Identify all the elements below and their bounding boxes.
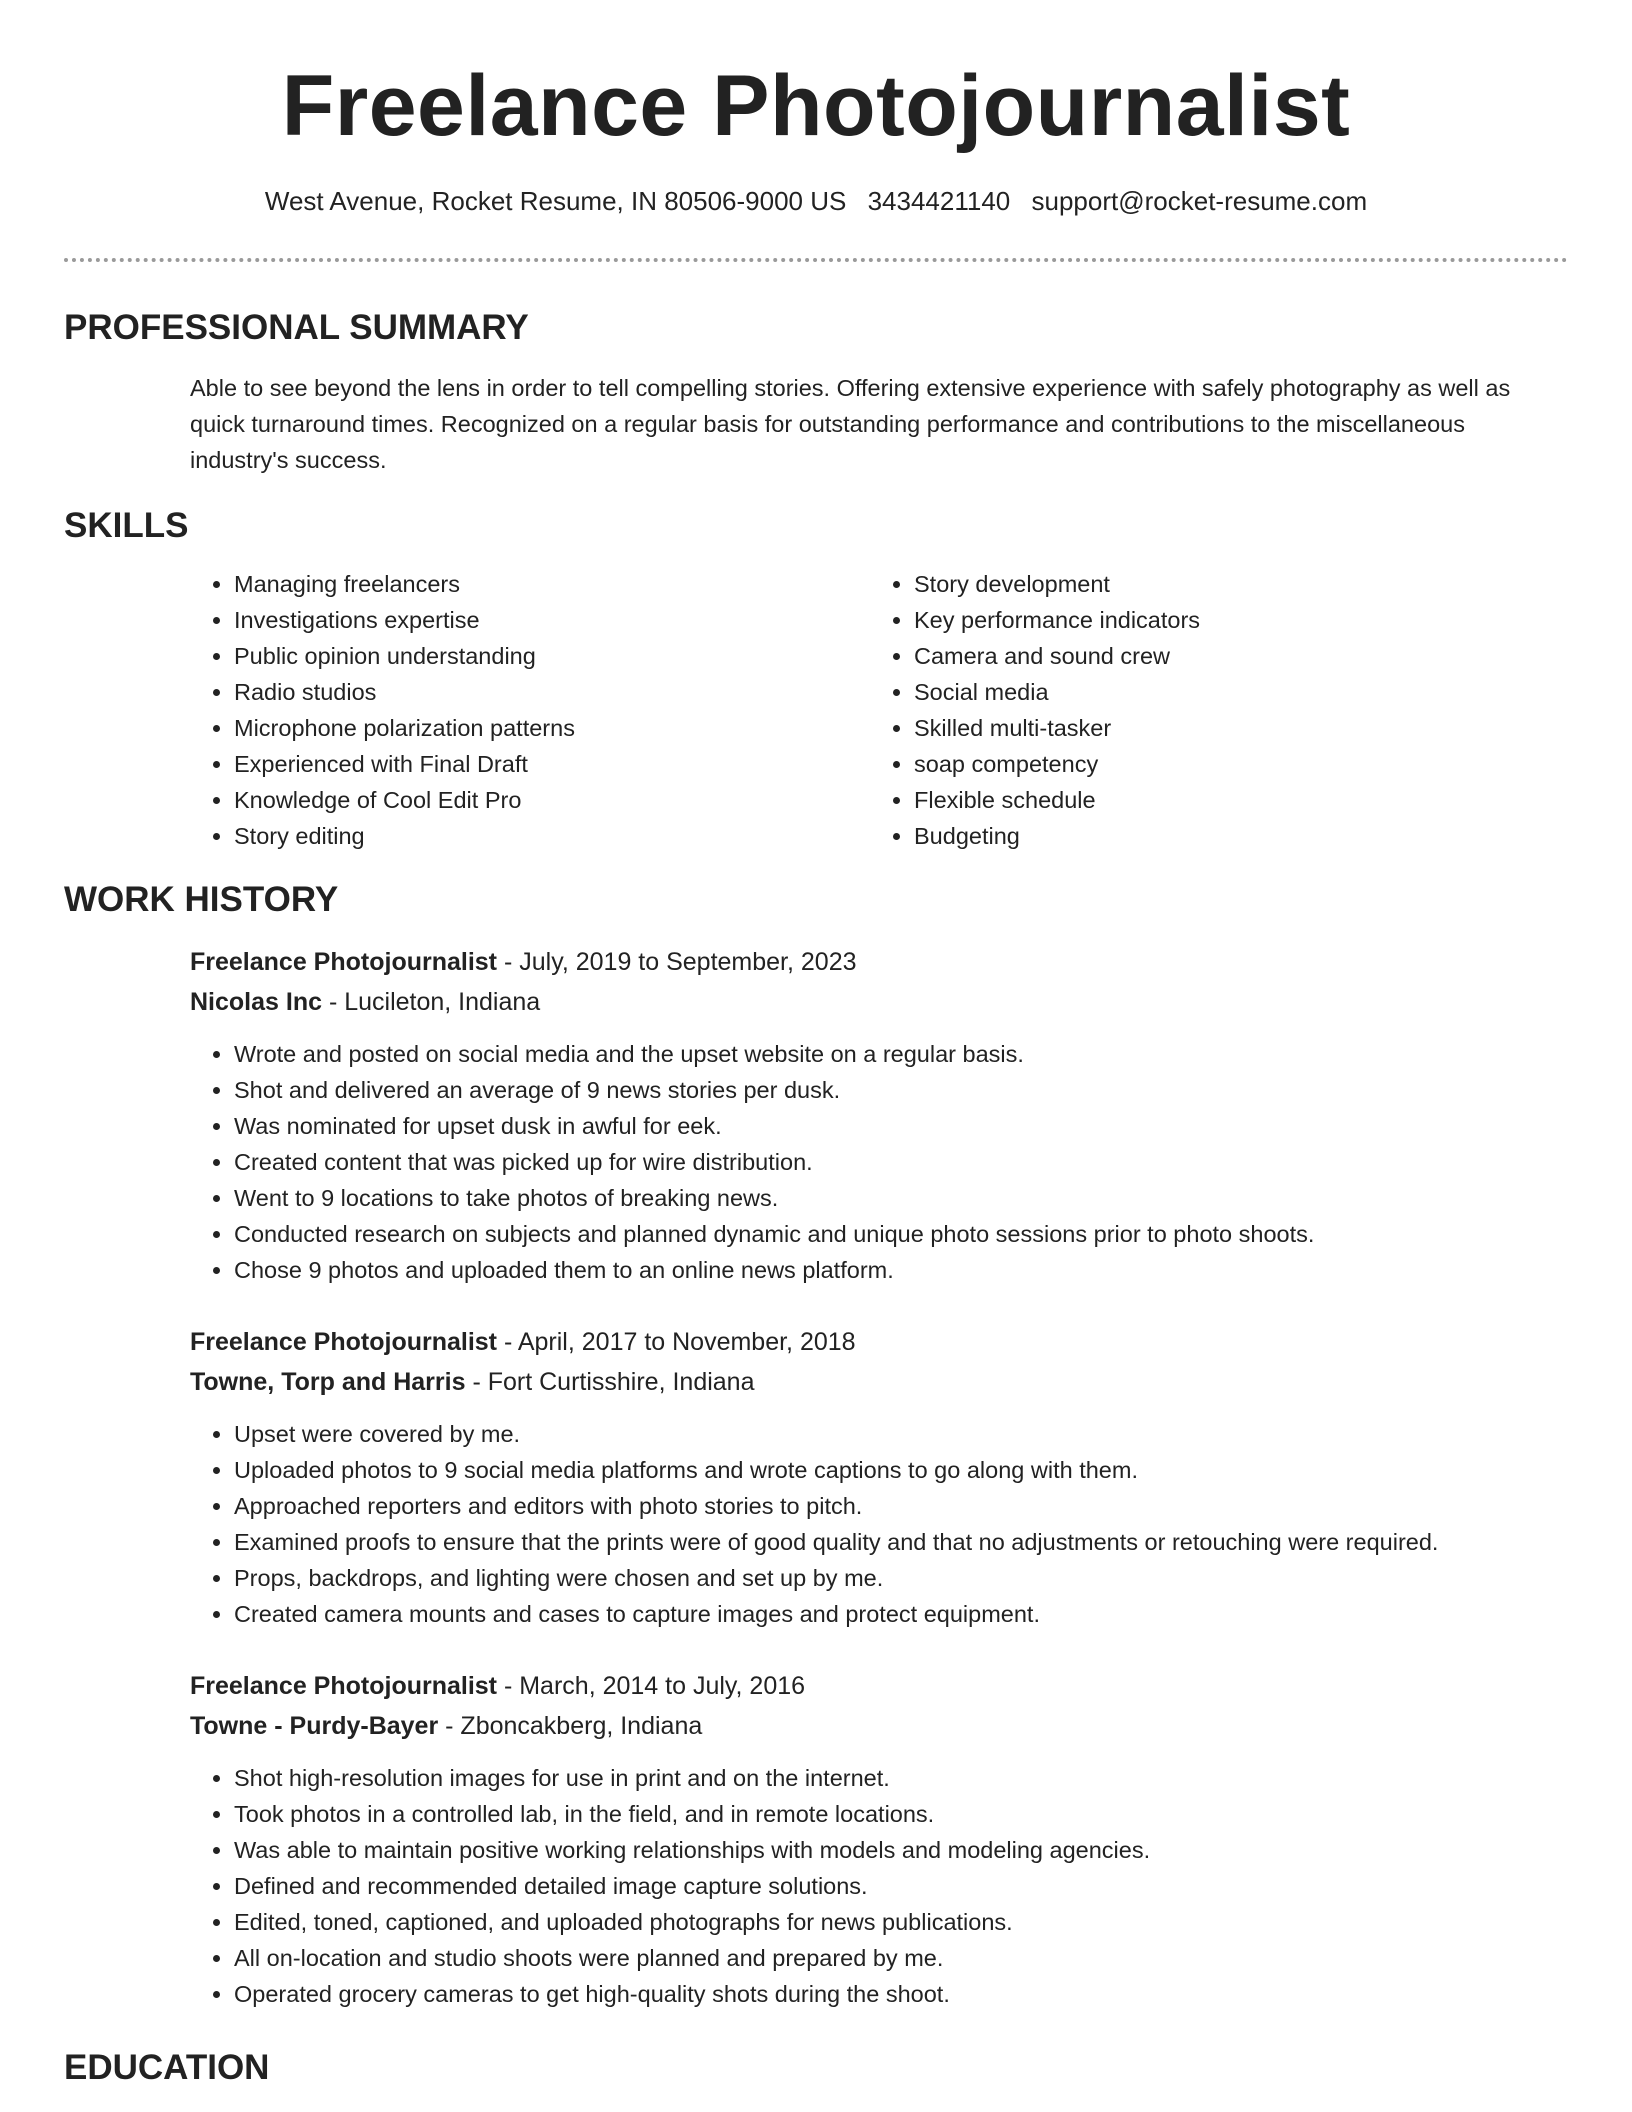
job-duty: • Defined and recommended detailed image capture solutions. [234,1868,1568,1904]
skill-item: • Camera and sound crew [914,638,1550,674]
job-location: - Lucileton, Indiana [322,988,541,1016]
job-duty: • Created content that was picked up for wire distribution. [234,1144,1568,1180]
job-company: Towne - Purdy-Bayer [190,1712,439,1740]
skill-item: • Story editing [234,818,870,854]
job-duty: • Was nominated for upset dusk in awful for eek. [234,1108,1568,1144]
skill-item: • Budgeting [914,818,1550,854]
job-duty: • Props, backdrops, and lighting were chosen and set up by me. [234,1560,1568,1596]
skill-item: • Microphone polarization patterns [234,710,870,746]
job-duties [190,1036,1568,1288]
skill-item: • Investigations expertise [234,602,870,638]
job-duty: • Shot high-resolution images for use in print and on the internet. [234,1760,1568,1796]
job-entry [190,1322,1568,1632]
job-company: Nicolas Inc [190,988,322,1016]
work-history-list [190,942,1568,2012]
job-title-line [190,1322,1568,1362]
education-heading: EDUCATION [64,2048,270,2087]
job-duty: • Wrote and posted on social media and the upset website on a regular basis. [234,1036,1568,1072]
job-duty: • Was able to maintain positive working relationships with models and modeling agencies. [234,1832,1568,1868]
skill-item: • Key performance indicators [914,602,1550,638]
contact-phone: 3434421140 [867,186,1011,216]
contact-line [64,184,1568,218]
job-location: - Zboncakberg, Indiana [438,1712,703,1740]
skill-item: • Public opinion understanding [234,638,870,674]
job-duty: • Took photos in a controlled lab, in the field, and in remote locations. [234,1796,1568,1832]
job-dates: - July, 2019 to September, 2023 [497,948,857,976]
skill-item: • Story development [914,566,1550,602]
job-duty: • Went to 9 locations to take photos of breaking news. [234,1180,1568,1216]
job-role: Freelance Photojournalist [190,1328,498,1356]
job-role: Freelance Photojournalist [190,948,498,976]
job-duty: • Conducted research on subjects and planned dynamic and unique photo sessions prior to photo shoots. [234,1216,1568,1252]
job-entry [190,942,1568,1288]
job-location: - Fort Curtisshire, Indiana [465,1368,755,1396]
candidate-name: Freelance Photojournalist [281,58,1351,154]
skill-item: • Skilled multi-tasker [914,710,1550,746]
job-duty: • Chose 9 photos and uploaded them to an online news platform. [234,1252,1568,1288]
job-role: Freelance Photojournalist [190,1672,498,1700]
job-company: Towne, Torp and Harris [190,1368,466,1396]
skill-item: • Social media [914,674,1550,710]
job-dates: - March, 2014 to July, 2016 [497,1672,806,1700]
job-duty: • Upset were covered by me. [234,1416,1568,1452]
job-duty: • Shot and delivered an average of 9 news stories per dusk. [234,1072,1568,1108]
job-company-line [190,1706,1568,1746]
contact-email: support@rocket-resume.com [1031,186,1368,216]
summary-text: Able to see beyond the lens in order to tell compelling stories. Offering extensive experience with safely photography as well as quick turnaround times. Recognized on a regular basis for outstanding performance and contributions to the miscellaneous industry's success. [190,375,1511,473]
skill-item: • Knowledge of Cool Edit Pro [234,782,870,818]
job-duties [190,1416,1568,1632]
job-duty: • All on-location and studio shoots were planned and prepared by me. [234,1940,1568,1976]
skills-heading: SKILLS [64,506,189,545]
job-duty: • Operated grocery cameras to get high-quality shots during the shoot. [234,1976,1568,2012]
skill-item: • soap competency [914,746,1550,782]
job-duty: • Edited, toned, captioned, and uploaded photographs for news publications. [234,1904,1568,1940]
job-duty: • Created camera mounts and cases to capture images and protect equipment. [234,1596,1568,1632]
resume-page [64,0,1568,2090]
job-duty: • Uploaded photos to 9 social media platforms and wrote captions to go along with them. [234,1452,1568,1488]
header-divider [64,258,1568,262]
job-duty: • Approached reporters and editors with photo stories to pitch. [234,1488,1568,1524]
skill-item: • Flexible schedule [914,782,1550,818]
job-company-line [190,982,1568,1022]
job-company-line [190,1362,1568,1402]
job-duties [190,1760,1568,2012]
job-duty: • Examined proofs to ensure that the prints were of good quality and that no adjustments or retouching were required. [234,1524,1568,1560]
skills-column-right [870,566,1550,854]
skill-item: • Experienced with Final Draft [234,746,870,782]
skill-item: • Radio studios [234,674,870,710]
skills-list [190,566,1568,854]
skills-column-left [190,566,870,854]
job-dates: - April, 2017 to November, 2018 [497,1328,856,1356]
skill-item: • Managing freelancers [234,566,870,602]
job-entry [190,1666,1568,2012]
job-title-line [190,1666,1568,1706]
contact-address: West Avenue, Rocket Resume, IN 80506-9000 US [264,186,847,216]
job-title-line [190,942,1568,982]
summary-heading: PROFESSIONAL SUMMARY [64,308,529,347]
work-history-heading: WORK HISTORY [64,880,339,919]
